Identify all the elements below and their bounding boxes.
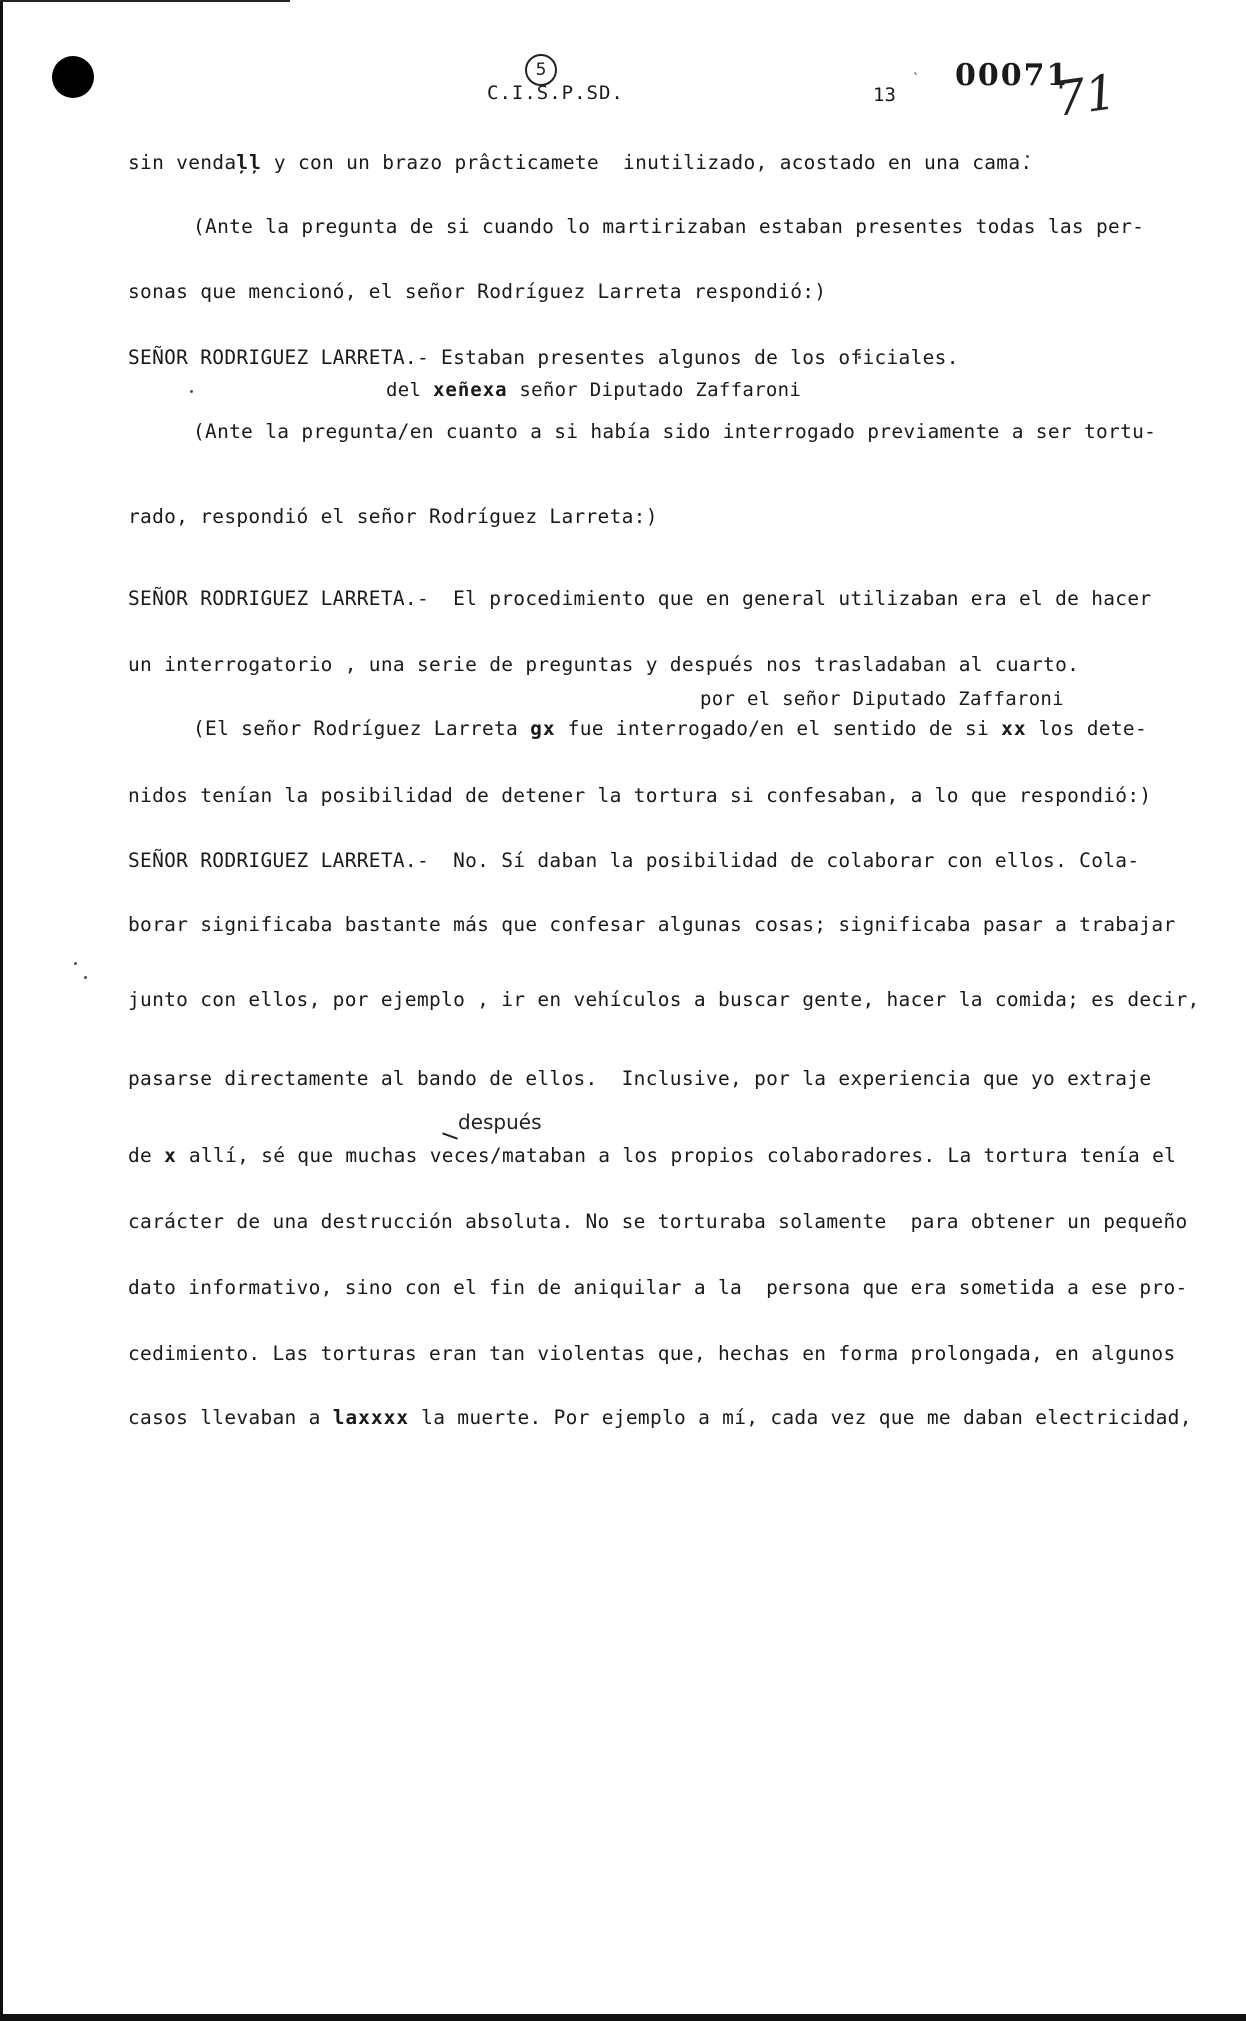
insertion-caret	[442, 1132, 458, 1139]
stray-mark	[74, 962, 77, 965]
text-line: casos llevaban a laxxxx la muerte. Por ejemplo a mí, cada vez que me daban electricidad,	[128, 1406, 1192, 1429]
text-line: sin vendaļļ y con un brazo prâcticamete inutilizado, acostado en una cama.	[128, 151, 1033, 174]
page-number: 13	[873, 84, 896, 106]
speaker-line: SEÑOR RODRIGUEZ LARRETA.- Estaban presentes algunos de los oficiales.	[128, 346, 959, 369]
folio-stamp: 00071	[955, 58, 1070, 93]
text-line: carácter de una destrucción absoluta. No se torturaba solamente para obtener un pequeño	[128, 1210, 1188, 1233]
text-line: de x allí, sé que muchas veces/mataban a los propios colaboradores. La tortura tenía el	[128, 1144, 1177, 1167]
text-line: rado, respondió el señor Rodríguez Larreta:)	[128, 505, 658, 528]
text-line: borar significaba bastante más que confesar algunas cosas; significaba pasar a trabajar	[128, 913, 1176, 936]
struck-out-text: x	[164, 1144, 177, 1167]
typed-insertion: del xeñexa señor Diputado Zaffaroni	[386, 379, 802, 401]
text-line: junto con ellos, por ejemplo , ir en vehículos a buscar gente, hacer la comida; es decir,	[128, 988, 1200, 1011]
text-line: (Ante la pregunta/en cuanto a si había sido interrogado previamente a ser tortu-	[193, 420, 1157, 443]
document-code: C.I.S.P.SD.	[487, 82, 624, 104]
handwritten-insertion: después	[458, 1110, 542, 1134]
circled-page-mark: 5	[525, 54, 557, 86]
struck-out-text: ļļ	[236, 151, 262, 174]
page-tick-mark: `	[912, 72, 921, 88]
struck-out-text: xx	[1001, 717, 1027, 740]
speaker-line: SEÑOR RODRIGUEZ LARRETA.- No. Sí daban la posibilidad de colaborar con ellos. Cola-	[128, 849, 1140, 872]
page-top-edge	[0, 0, 290, 2]
text-line: un interrogatorio , una serie de preguntas y después nos trasladaban al cuarto.	[128, 653, 1080, 676]
text-line: dato informativo, sino con el fin de aniquilar a la persona que era sometida a ese pro-	[128, 1276, 1188, 1299]
text-line: (El señor Rodríguez Larreta gx fue interrogado/en el sentido de si xx los dete-	[193, 717, 1147, 740]
speaker-line: SEÑOR RODRIGUEZ LARRETA.- El procedimiento que en general utilizaban era el de hacer	[128, 587, 1152, 610]
text-line: sonas que mencionó, el señor Rodríguez Larreta respondió:)	[128, 280, 827, 303]
text-line: nidos tenían la posibilidad de detener la tortura si confesaban, a lo que respondió:)	[128, 784, 1152, 807]
page-bottom-edge	[0, 2014, 1246, 2021]
struck-out-text: gx	[530, 717, 556, 740]
stray-mark	[190, 390, 193, 393]
text-line: (Ante la pregunta de si cuando lo martirizaban estaban presentes todas las per-	[193, 215, 1145, 238]
text-line: pasarse directamente al bando de ellos. Inclusive, por la experiencia que yo extraje	[128, 1067, 1152, 1090]
typed-insertion: por el señor Diputado Zaffaroni	[700, 688, 1064, 710]
page-left-edge	[0, 0, 3, 2021]
struck-out-text: xeñexa	[432, 379, 508, 401]
stray-mark	[84, 976, 87, 979]
handwritten-folio: 71	[1051, 64, 1120, 128]
punch-hole	[52, 56, 94, 98]
struck-out-text: laxxxx	[332, 1406, 410, 1429]
text-line: cedimiento. Las torturas eran tan violentas que, hechas en forma prolongada, en algunos	[128, 1342, 1176, 1365]
